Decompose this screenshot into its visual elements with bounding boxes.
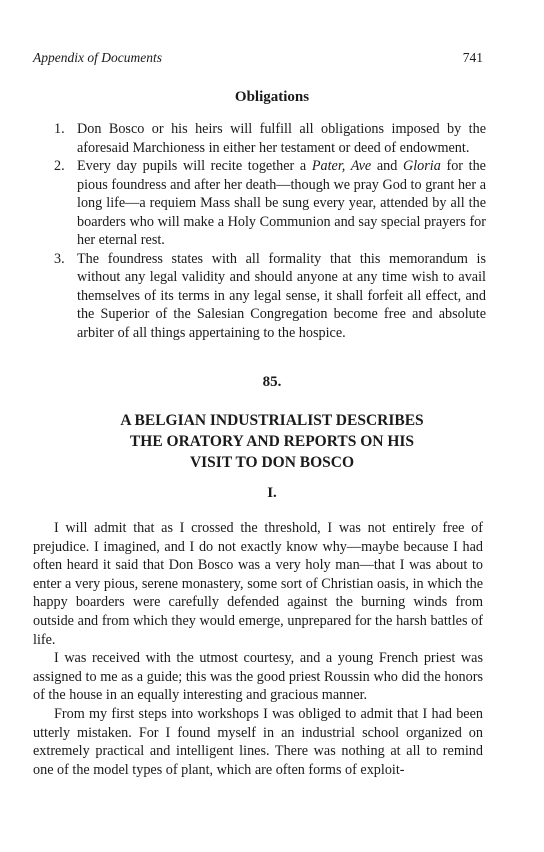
- item-text-part: Every day pupils will recite together a: [77, 158, 312, 174]
- paragraph: From my first steps into workshops I was obliged to admit that I had been utterly mistaken. For I found myself in an industrial school organized on extremely practical and intelligent lines. There was nothing at all to remind one of the model types of plant, which are often forms of exploit-: [33, 705, 483, 778]
- item-text: [77, 158, 486, 248]
- title-line: A BELGIAN INDUSTRIALIST DESCRIBES: [120, 412, 424, 429]
- body-text: [33, 519, 483, 779]
- obligation-item-1: [54, 120, 486, 157]
- title-line: VISIT TO DON BOSCO: [189, 454, 355, 471]
- paragraph: I will admit that as I crossed the threshold, I was not entirely free of prejudice. I imagined, and I do not exactly know why—maybe because I had often heard it said that Don Bosco was a very holy man—that I was about to enter a very pious, serene monastery, some sort of Christian oasis, in which the happy boarders were carefully defended against the burning winds from outside and from which they would emerge, unprepared for the harsh battles of life.: [33, 520, 483, 648]
- running-head-title: Appendix of Documents: [33, 50, 162, 65]
- item-text-part: for the pious foundress and after her death—though we pray God to grant her a long life—a requiem Mass shall be sung every year, attended by all the boarders who will make a Holy Communion and say special prayers for her eternal rest.: [77, 158, 486, 248]
- item-text: The foundress states with all formality that this memorandum is without any legal validity and should anyone at any time wish to avail themselves of its terms in any legal sense, it shall forfeit all effect, and the Superior of the Salesian Congregation become free and absolute arbiter of all things appertaining to the hospice.: [77, 250, 486, 341]
- paragraph: I was received with the utmost courtesy, and a young French priest was assigned to me as a guide; this was the good priest Roussin who did the honors of the house in an equally interesting and gracious manner.: [33, 650, 483, 704]
- title-line: THE ORATORY AND REPORTS ON HIS: [129, 433, 415, 450]
- item-text: Don Bosco or his heirs will fulfill all obligations imposed by the aforesaid Marchioness in either her testament or deed of endowment.: [77, 121, 486, 156]
- italic-gloria: Gloria: [402, 158, 441, 174]
- item-number: 3.: [54, 250, 65, 267]
- item-text-part: and: [371, 158, 403, 174]
- italic-prayers: Pater, Ave: [311, 158, 372, 174]
- section-number: I.: [267, 485, 277, 501]
- document-title: [0, 410, 544, 473]
- document-number: 85.: [262, 374, 282, 390]
- obligations-heading: Obligations: [234, 89, 310, 105]
- item-number: 2.: [54, 158, 65, 174]
- obligations-list: [54, 120, 486, 342]
- page-number: 741: [462, 50, 483, 65]
- item-number: 1.: [54, 121, 65, 137]
- obligation-item-2: [54, 157, 486, 250]
- obligation-item-3: [54, 250, 486, 343]
- running-head: [33, 50, 483, 68]
